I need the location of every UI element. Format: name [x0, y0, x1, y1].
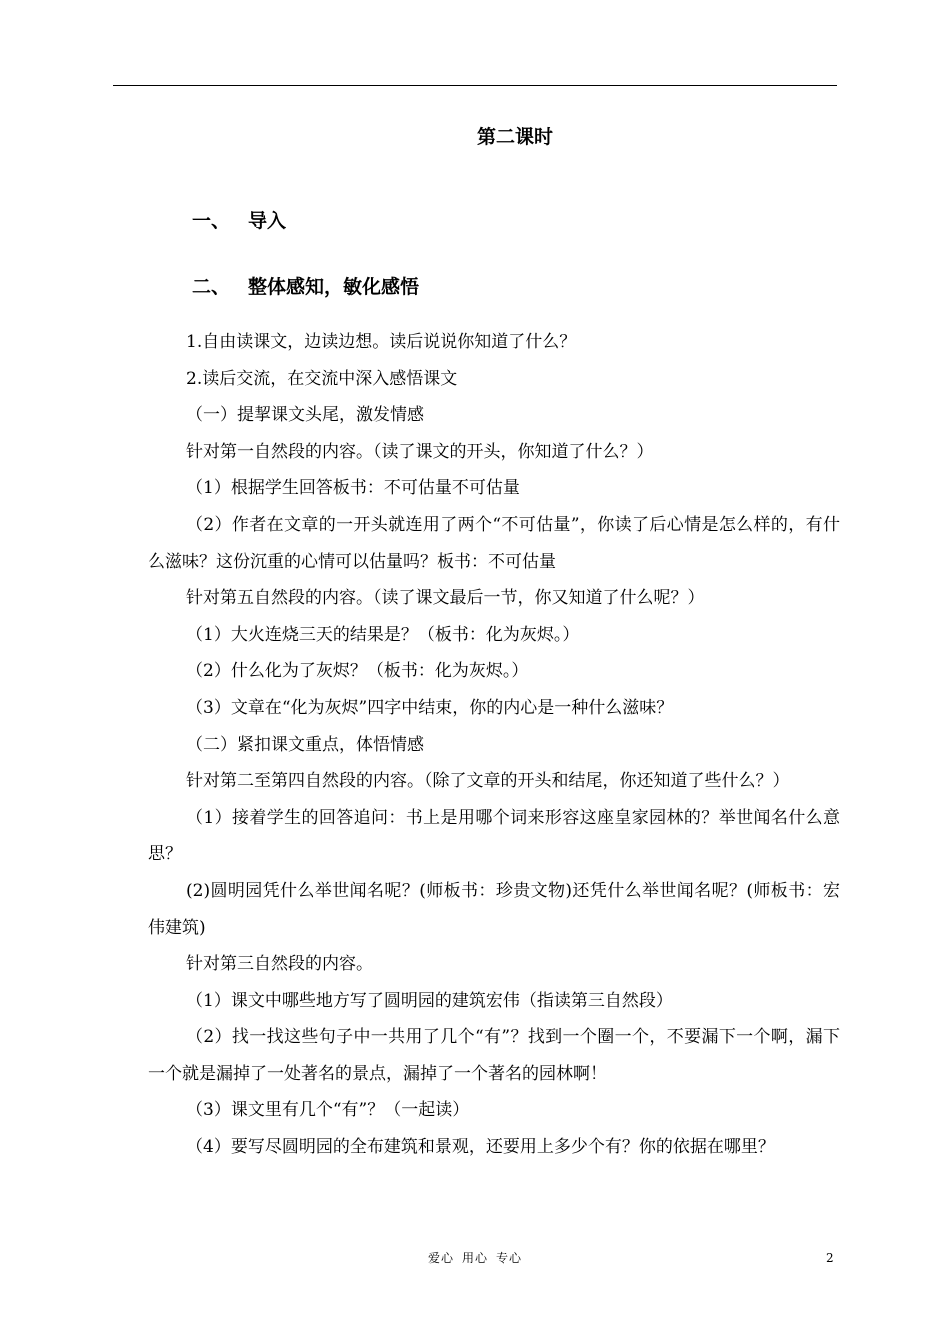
paragraph: （1）课文中哪些地方写了圆明园的建筑宏伟（指读第三自然段） — [186, 990, 673, 1011]
paragraph: （一）提挈课文头尾，激发情感 — [186, 405, 424, 426]
paragraph: （1）大火连烧三天的结果是？（板书：化为灰烬。） — [186, 624, 580, 645]
body-text — [148, 324, 840, 1166]
paragraph: （2）什么化为了灰烬？（板书：化为灰烬。） — [186, 661, 529, 682]
page-number: 2 — [826, 1251, 834, 1265]
section-heading-perception — [192, 274, 419, 300]
paragraph: （1）根据学生回答板书：不可估量不可估量 — [186, 478, 520, 499]
footer-motto — [0, 1250, 950, 1266]
paragraph: （1）接着学生的回答追问：书上是用哪个词来形容这座皇家园林的？举世闻名什么意思？ — [148, 807, 840, 865]
footer-word: 专心 — [496, 1251, 523, 1265]
paragraph: （2）作者在文章的一开头就连用了两个“不可估量”，你读了后心情是怎么样的，有什么滋味？这份沉重的心情可以估量吗？板书：不可估量 — [148, 514, 840, 572]
paragraph: 针对第五自然段的内容。（读了课文最后一节，你又知道了什么呢？） — [186, 588, 705, 609]
section-title: 导入 — [248, 210, 287, 232]
paragraph: （二）紧扣课文重点，体悟情感 — [186, 734, 424, 755]
paragraph: 针对第二至第四自然段的内容。（除了文章的开头和结尾，你还知道了些什么？） — [186, 771, 790, 792]
footer-word: 用心 — [461, 1251, 488, 1265]
section-number: 二、 — [192, 276, 231, 298]
section-title: 整体感知，敏化感悟 — [248, 276, 420, 298]
section-number: 一、 — [192, 210, 231, 232]
paragraph: （2）找一找这些句子中一共用了几个“有”？找到一个圈一个，不要漏下一个啊，漏下一个就是漏掉了一处著名的景点，漏掉了一个著名的园林啊！ — [148, 1027, 840, 1084]
paragraph: （4）要写尽圆明园的全布建筑和景观，还要用上多少个有？你的依据在哪里？ — [186, 1137, 775, 1158]
paragraph: （3）文章在“化为灰烬”四字中结束，你的内心是一种什么滋味？ — [186, 697, 674, 718]
paragraph: (2)圆明园凭什么举世闻名呢？(师板书：珍贵文物)还凭什么举世闻名呢？(师板书：宏伟建筑) — [148, 880, 840, 938]
paragraph: 1.自由读课文，边读边想。读后说说你知道了什么？ — [186, 332, 577, 352]
paragraph: （3）课文里有几个“有”？（一起读） — [186, 1100, 470, 1121]
section-heading-intro — [192, 208, 286, 234]
header-rule — [113, 85, 837, 86]
paragraph: 针对第三自然段的内容。 — [186, 954, 373, 975]
paragraph: 针对第一自然段的内容。（读了课文的开头，你知道了什么？） — [186, 441, 654, 462]
footer-word: 爱心 — [427, 1251, 454, 1265]
page-title: 第二课时 — [476, 126, 553, 148]
paragraph: 2.读后交流，在交流中深入感悟课文 — [186, 368, 458, 389]
